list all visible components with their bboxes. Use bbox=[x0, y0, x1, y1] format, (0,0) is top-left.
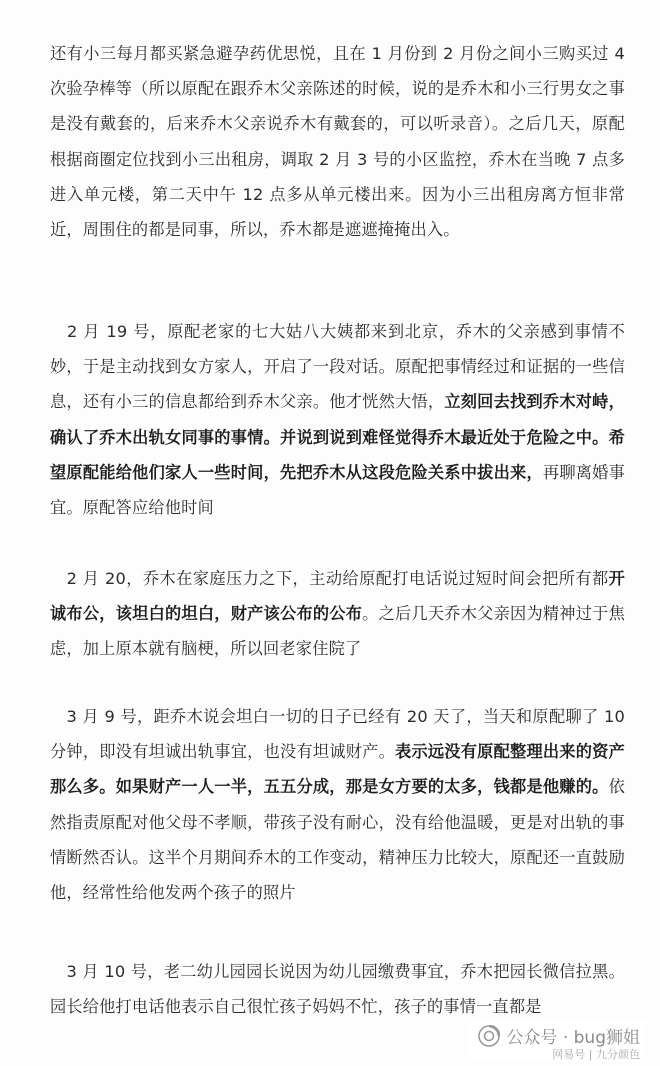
watermark bbox=[470, 1021, 646, 1062]
wechat-official-account-icon bbox=[478, 1025, 500, 1047]
paragraph-3 bbox=[50, 561, 625, 667]
bold-text-segment: 表示远没有原配整理出来的资产那么多。如果财产一人一半，五五分成，那是女方要的太多，钱都是他赚的。 bbox=[50, 742, 625, 797]
paragraph-4 bbox=[50, 699, 625, 910]
text-segment: 。之后几天乔木父亲因为精神过于焦虑，加上原本就有脑梗，所以回老家住院了 bbox=[50, 604, 625, 659]
bold-text-segment: 开诚布公，该坦白的坦白，财产该公布的公布 bbox=[50, 569, 625, 624]
text-segment: 再聊离婚事宜。原配答应给他时间 bbox=[50, 462, 625, 518]
text-segment: 3 月 10 号，老二幼儿园园长说因为幼儿园缴费事宜，乔木把园长微信拉黑。园长给他打电话他表示自己很忙孩子妈妈不忙，孩子的事情一直都是 bbox=[50, 962, 625, 1017]
text-segment: 还有小三每月都买紧急避孕药优思悦，且在 1 月份到 2 月份之间小三购买过 4 次验孕棒等（所以原配在跟乔木父亲陈述的时候，说的是乔木和小三行男女之事是没有戴套的，后来乔木父亲说乔木有戴套的，可以听录音）。之后几天，原配根据商圈定位找到小三出租房，调取 2 月 3 号的小区监控，乔木在当晚 7 点多进入单元楼，第二天中午 12 点多从单元楼出来。因为小三出租房离方恒非常近，周围住的都是同事，所以，乔木都是遮遮掩掩出入。 bbox=[50, 44, 625, 240]
text-segment: 依然指责原配对他父母不孝顺，带孩子没有耐心，没有给他温暖，更是对出轨的事情断然否认。这半个月期间乔木的工作变动，精神压力比较大，原配还一直鼓励他，经常性给他发两个孩子的照片 bbox=[50, 777, 625, 903]
text-segment: 3 月 9 号，距乔木说会坦白一切的日子已经有 20 天了，当天和原配聊了 10 分钟，即没有坦诚出轨事宜，也没有坦诚财产。 bbox=[50, 707, 625, 762]
paragraph-2 bbox=[50, 314, 625, 525]
bold-text-segment: 立刻回去找到乔木对峙，确认了乔木出轨女同事的事情。并说到说到难怪觉得乔木最近处于危险之中。希望原配能给他们家人一些时间，先把乔木从这段危险关系中拔出来， bbox=[50, 392, 625, 482]
paragraph-5 bbox=[50, 954, 625, 1024]
text-segment: 2 月 19 号，原配老家的七大姑八大姨都来到北京，乔木的父亲感到事情不妙，于是主动找到女方家人，开启了一段对话。原配把事情经过和证据的一些信息，还有小三的信息都给到乔木父亲。他才恍然大悟， bbox=[50, 322, 625, 412]
watermark-label: 公众号 · bug狮姐 bbox=[506, 1028, 640, 1048]
paragraph-1 bbox=[50, 36, 625, 247]
watermark-sub: 网易号 | 九分颜色 bbox=[552, 1048, 640, 1061]
text-segment: 2 月 20，乔木在家庭压力之下，主动给原配打电话说过短时间会把所有都 bbox=[50, 569, 609, 588]
